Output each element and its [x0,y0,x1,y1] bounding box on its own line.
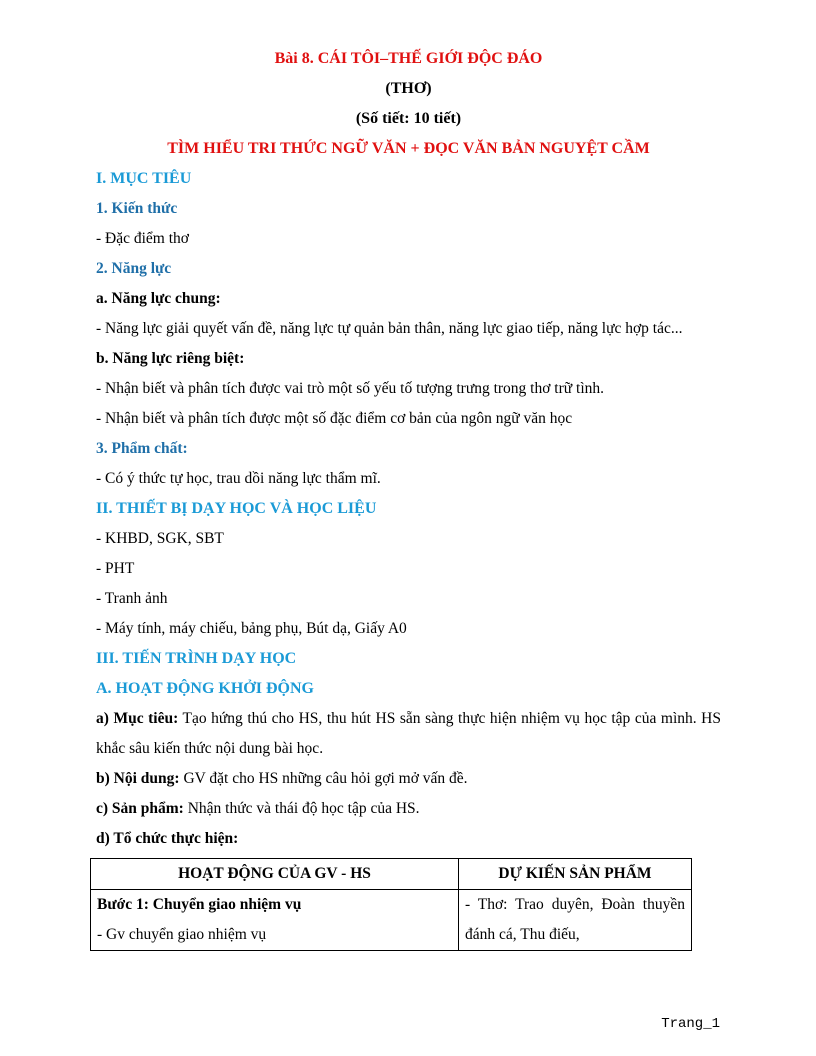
knowledge-heading: 1. Kiến thức [96,200,178,217]
specific-ability-item: - Nhận biết và phân tích được vai trò một số yếu tố tượng trưng trong thơ trữ tình. [96,380,605,397]
product-label: c) Sản phẩm: [96,800,184,817]
goal-text: Tạo hứng thú cho HS, thu hút HS sẵn sàng thực hiện nhiệm vụ học tập của mình. HS khắc sâu kiến thức nội dung bài học. [96,710,721,757]
page-number: Trang_1 [661,1016,720,1032]
equipment-item: - Tranh ảnh [96,590,168,607]
activity-cell [91,890,459,951]
step-heading: Bước 1: Chuyển giao nhiệm vụ [97,896,302,913]
table-row [91,890,692,951]
section-process-heading: III. TIẾN TRÌNH DẠY HỌC [96,650,297,667]
specific-ability-heading: b. Năng lực riêng biệt: [96,350,245,367]
organization-label: d) Tổ chức thực hiện: [96,830,239,847]
content-label: b) Nội dung: [96,770,180,787]
topic-title: TÌM HIỂU TRI THỨC NGỮ VĂN + ĐỌC VĂN BẢN NGUYỆT CẦM [167,140,650,157]
product-text: Nhận thức và thái độ học tập của HS. [183,800,420,817]
general-ability-text: - Năng lực giải quyết vấn đề, năng lực tự quản bản thân, năng lực giao tiếp, năng lực hợp tác... [96,320,683,337]
step-item: - Gv chuyển giao nhiệm vụ [97,926,267,943]
goal-paragraph [96,704,721,764]
expected-product-header: DỰ KIẾN SẢN PHẨM [459,859,692,890]
section-objectives-heading: I. MỤC TIÊU [96,170,192,187]
specific-ability-item: - Nhận biết và phân tích được một số đặc điểm cơ bản của ngôn ngữ văn học [96,410,573,427]
product-cell: - Thơ: Trao duyên, Đoàn thuyền đánh cá, Thu điếu, [459,890,692,951]
warmup-activity-heading: A. HOẠT ĐỘNG KHỞI ĐỘNG [96,680,314,697]
knowledge-item: - Đặc điểm thơ [96,230,189,247]
general-ability-heading: a. Năng lực chung: [96,290,221,307]
lesson-title: Bài 8. CÁI TÔI–THẾ GIỚI ĐỘC ĐÁO [274,50,543,67]
table-header-row [91,859,692,890]
goal-label: a) Mục tiêu: [96,710,179,727]
ability-heading: 2. Năng lực [96,260,172,277]
teacher-student-activity-header: HOẠT ĐỘNG CỦA GV - HS [91,859,459,890]
quality-text: - Có ý thức tự học, trau dồi năng lực thẩm mĩ. [96,470,381,487]
activity-table [90,858,692,951]
product-paragraph [96,794,721,824]
content-text: GV đặt cho HS những câu hỏi gợi mở vấn đề. [179,770,468,787]
quality-heading: 3. Phẩm chất: [96,440,188,457]
equipment-item: - KHBD, SGK, SBT [96,530,224,547]
equipment-item: - PHT [96,560,135,577]
section-equipment-heading: II. THIẾT BỊ DẠY HỌC VÀ HỌC LIỆU [96,500,377,517]
content-paragraph [96,764,721,794]
document-page [96,44,721,951]
periods-label: (Số tiết: 10 tiết) [355,110,462,127]
genre-label: (THƠ) [385,80,432,97]
equipment-item: - Máy tính, máy chiếu, bảng phụ, Bút dạ, Giấy A0 [96,620,407,637]
